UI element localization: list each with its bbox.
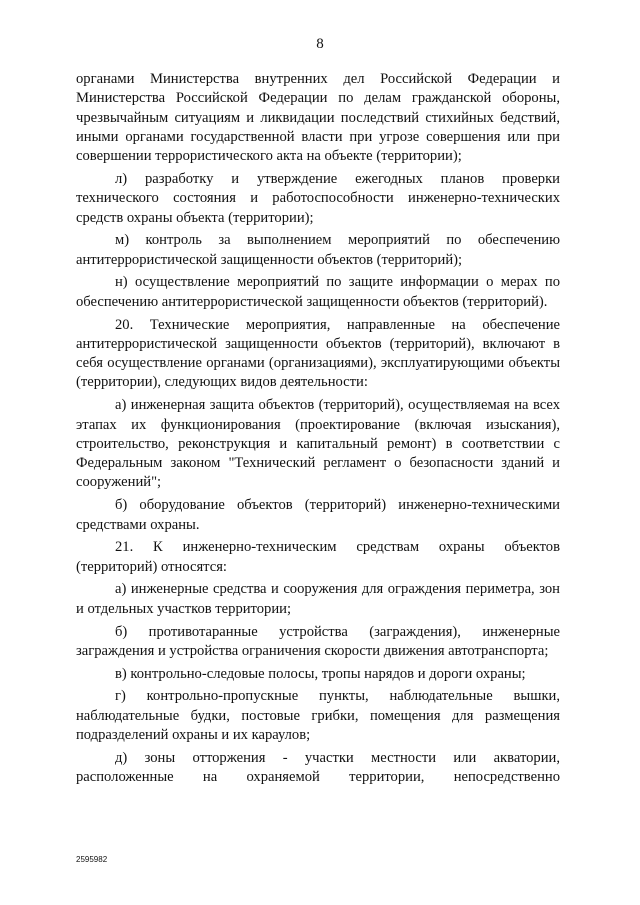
- paragraph-21-item-b: б) противотаранные устройства (заграждения), инженерные заграждения и устройства ограничения скорости движения автотранспорта;: [76, 623, 560, 659]
- paragraph-21-item-d: д) зоны отторжения - участки местности или акватории, расположенные на охраняемой территории, непосредственно: [76, 749, 560, 786]
- document-id: 2595982: [76, 855, 108, 864]
- paragraph-21-item-v: в) контрольно-следовые полосы, тропы нарядов и дороги охраны;: [115, 665, 526, 682]
- paragraph-21-item-g: г) контрольно-пропускные пункты, наблюдательные вышки, наблюдательные будки, постовые грибки, помещения для размещения подразделений охраны и их караулов;: [76, 688, 560, 743]
- document-body: [76, 70, 560, 791]
- page-number: 8: [316, 36, 324, 52]
- paragraph-continuation: органами Министерства внутренних дел Российской Федерации и Министерства Российской Федерации по делам гражданской обороны, чрезвычайным ситуациям и ликвидации последствий стихийных бедствий, иными органами государственной власти при угрозе совершения или при совершении террористического акта на объекте (территории);: [76, 71, 560, 165]
- paragraph-20: 20. Технические мероприятия, направленные на обеспечение антитеррористической защищенности объектов (территорий), включают в себя осуществление органами (организациями), эксплуатирующими объекты (территории), следующих видов деятельности:: [76, 316, 560, 391]
- paragraph-20-item-b: б) оборудование объектов (территорий) инженерно-техническими средствами охраны.: [76, 497, 560, 533]
- paragraph-21-item-a: а) инженерные средства и сооружения для ограждения периметра, зон и отдельных участков территории;: [76, 581, 560, 617]
- paragraph-item-m: м) контроль за выполнением мероприятий по обеспечению антитеррористической защищенности объектов (территорий);: [76, 232, 560, 268]
- paragraph-20-item-a: а) инженерная защита объектов (территорий), осуществляемая на всех этапах их функционирования (проектирование (включая изыскания), строительство, реконструкция и капитальный ремонт) в соответствии с Федеральным законом "Технический регламент о безопасности зданий и сооружений";: [76, 397, 560, 491]
- paragraph-item-n: н) осуществление мероприятий по защите информации о мерах по обеспечению антитеррористической защищенности объектов (территорий).: [76, 274, 560, 310]
- paragraph-item-l: л) разработку и утверждение ежегодных планов проверки технического состояния и работоспособности инженерно-технических средств охраны объекта (территории);: [76, 170, 560, 226]
- paragraph-21: 21. К инженерно-техническим средствам охраны объектов (территорий) относятся:: [76, 539, 560, 575]
